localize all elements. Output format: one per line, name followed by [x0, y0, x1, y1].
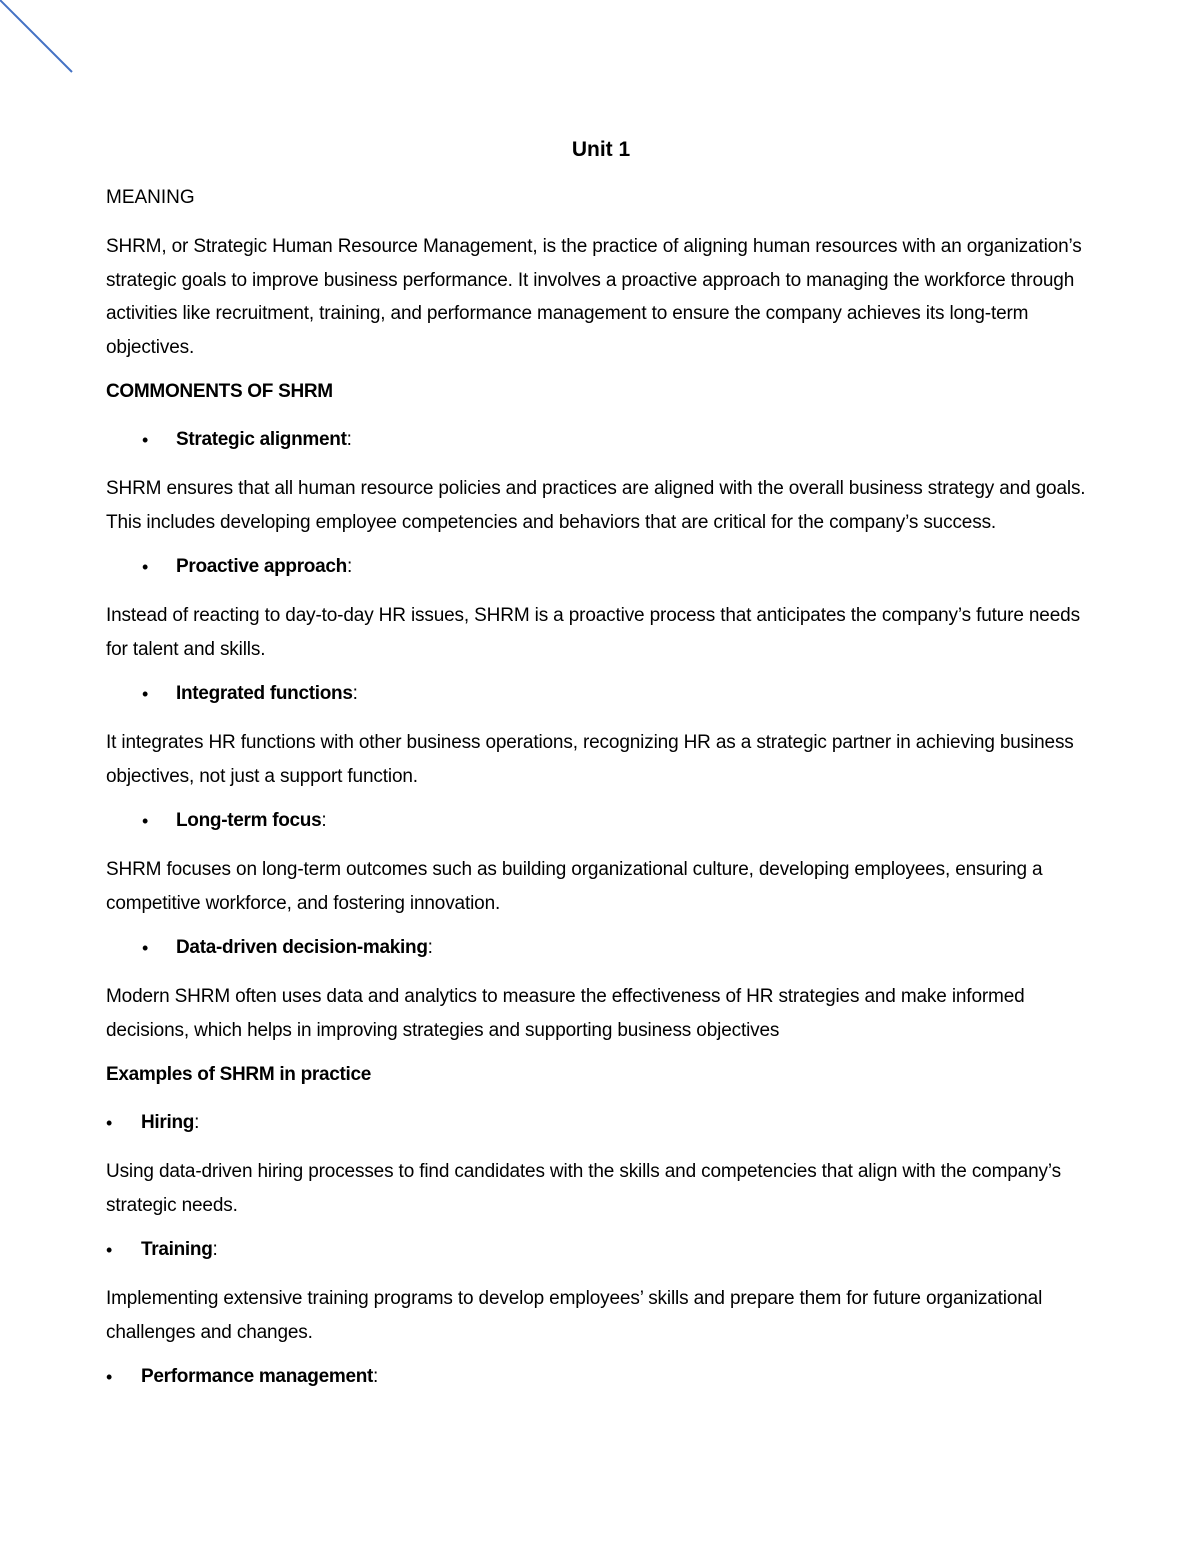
component-item-long-term-focus: [106, 805, 1096, 837]
example-item-hiring: [106, 1107, 1096, 1139]
component-term: Proactive approach: [176, 556, 347, 577]
examples-heading: Examples of SHRM in practice: [106, 1064, 372, 1085]
component-term-colon: :: [346, 556, 353, 577]
bullet-icon: •: [106, 1367, 113, 1387]
component-item-data-driven: [106, 932, 1096, 964]
example-item-performance-management: [106, 1361, 1096, 1393]
example-term-colon: :: [373, 1366, 379, 1387]
bullet-icon: •: [106, 1240, 113, 1260]
component-description: It integrates HR functions with other business operations, recognizing HR as a strategic partner in achieving business objectives, not just a support function.: [106, 732, 1074, 787]
component-term: Integrated functions: [176, 683, 353, 704]
bullet-icon: •: [142, 938, 149, 958]
components-heading: COMMONENTS OF SHRM: [106, 381, 333, 402]
example-description: Using data-driven hiring processes to find candidates with the skills and competencies that align with the company’s strategic needs.: [106, 1161, 1061, 1216]
bullet-icon: •: [142, 430, 149, 450]
component-term: Strategic alignment: [176, 429, 347, 450]
meaning-label: MEANING: [106, 187, 195, 208]
component-description: SHRM focuses on long-term outcomes such as building organizational culture, developing employees, ensuring a competitive workforce, and fostering innovation.: [106, 859, 1043, 914]
component-description: SHRM ensures that all human resource policies and practices are aligned with the overall business strategy and goals. This includes developing employee competencies and behaviors that are critical for the company’s success.: [106, 478, 1086, 533]
example-term: Performance management: [141, 1366, 374, 1387]
page-title: Unit 1: [571, 138, 631, 161]
component-item-integrated-functions: [106, 678, 1096, 710]
example-term-colon: :: [194, 1112, 200, 1133]
example-item-training: [106, 1234, 1096, 1266]
component-item-proactive-approach: [106, 551, 1096, 583]
component-term-colon: :: [346, 429, 352, 450]
bullet-icon: •: [106, 1113, 113, 1133]
bullet-icon: •: [142, 557, 149, 577]
meaning-paragraph: SHRM, or Strategic Human Resource Management, is the practice of aligning human resources with an organization’s strategic goals to improve business performance. It involves a proactive approach to managing the workforce through activities like recruitment, training, and performance management to ensure the company achieves its long-term objectives.: [106, 236, 1082, 358]
component-term: Data-driven decision-making: [176, 937, 428, 958]
corner-fold-line: [0, 0, 80, 80]
component-description: Modern SHRM often uses data and analytics to measure the effectiveness of HR strategies and make informed decisions, which helps in improving strategies and supporting business objectives: [106, 986, 1025, 1041]
component-term-colon: :: [321, 810, 327, 831]
component-item-strategic-alignment: [106, 424, 1096, 456]
component-term-colon: :: [427, 937, 433, 958]
component-term-colon: :: [352, 683, 358, 704]
example-term: Hiring: [141, 1112, 195, 1133]
bullet-icon: •: [142, 811, 149, 831]
component-description: Instead of reacting to day-to-day HR issues, SHRM is a proactive process that anticipates the company’s future needs for talent and skills.: [106, 605, 1080, 660]
example-description: Implementing extensive training programs to develop employees’ skills and prepare them for future organizational challenges and changes.: [106, 1288, 1043, 1343]
example-term: Training: [141, 1239, 213, 1260]
document-body: [106, 134, 1096, 1409]
component-term: Long-term focus: [176, 810, 322, 831]
bullet-icon: •: [142, 684, 149, 704]
example-term-colon: :: [212, 1239, 218, 1260]
